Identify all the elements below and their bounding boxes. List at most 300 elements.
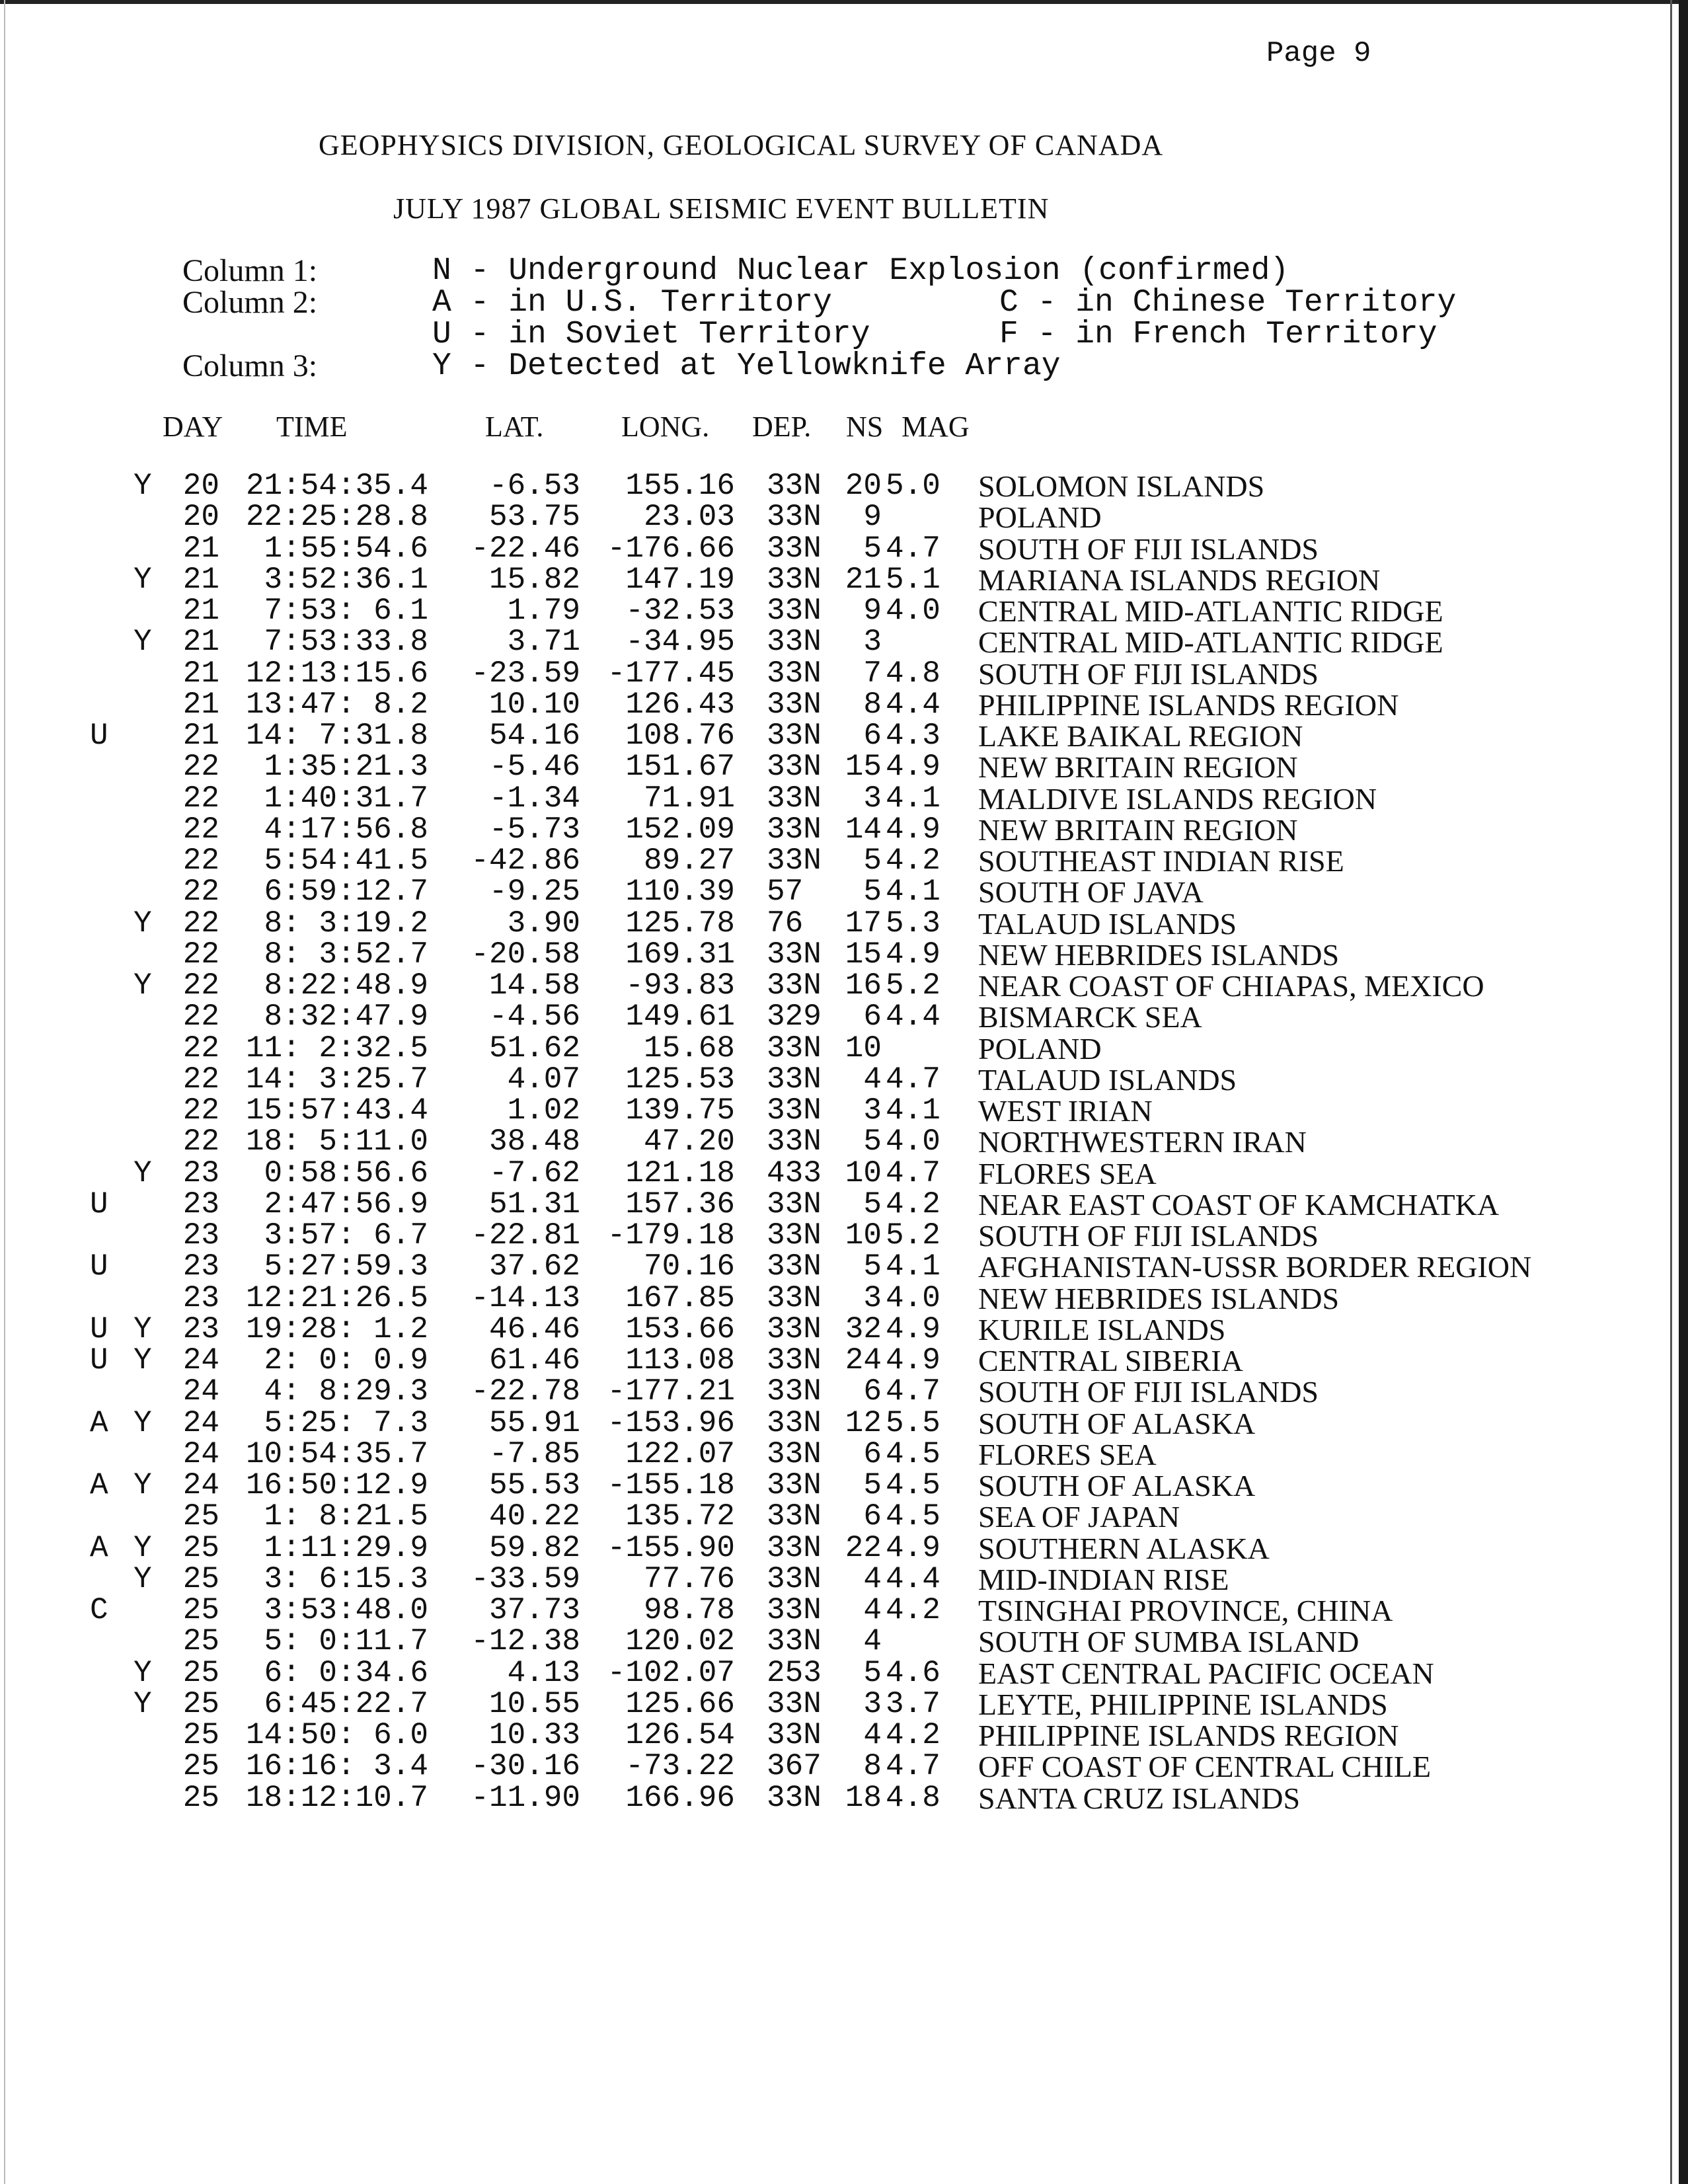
mag-cell: 4.1 (886, 1093, 940, 1128)
ns-cell: 16 (845, 968, 882, 1003)
mag-cell: 4.2 (886, 1593, 940, 1627)
mag-cell: 4.4 (886, 999, 940, 1034)
lat-cell: 15.82 (488, 562, 580, 597)
column3-flag: Y (134, 1530, 152, 1565)
long-cell: 108.76 (625, 719, 735, 753)
time-cell: 15:57:43.4 (245, 1093, 428, 1128)
dep-cell: 33N (767, 500, 822, 535)
lat-cell: -7.62 (488, 1155, 580, 1190)
long-cell: 113.08 (625, 1343, 735, 1378)
table-row (0, 814, 1688, 845)
ns-cell: 5 (863, 1124, 882, 1159)
day-cell: 20 (182, 469, 219, 503)
long-cell: 166.96 (625, 1780, 735, 1815)
time-cell: 7:53:33.8 (264, 625, 428, 660)
time-cell: 16:16: 3.4 (245, 1749, 428, 1784)
lat-cell: 53.75 (488, 500, 580, 535)
region-cell: WEST IRIAN (978, 1094, 1153, 1128)
long-cell: -153.96 (607, 1405, 735, 1440)
long-cell: 126.43 (625, 687, 735, 722)
time-cell: 19:28: 1.2 (245, 1311, 428, 1346)
day-cell: 25 (182, 1530, 219, 1565)
time-cell: 3:57: 6.7 (264, 1218, 428, 1253)
table-row (0, 1780, 1688, 1815)
time-cell: 3:53:48.0 (264, 1593, 428, 1627)
region-cell: SANTA CRUZ ISLANDS (978, 1781, 1301, 1815)
dep-cell: 33N (767, 1062, 822, 1097)
time-cell: 1: 8:21.5 (264, 1499, 428, 1534)
lat-cell: -7.85 (488, 1436, 580, 1471)
header-dep: DEP. (752, 410, 812, 443)
long-cell: -155.90 (607, 1530, 735, 1565)
column2-flag: A (90, 1530, 108, 1565)
time-cell: 0:58:56.6 (264, 1155, 428, 1190)
day-cell: 22 (182, 812, 219, 847)
day-cell: 25 (182, 1718, 219, 1752)
column3-flag: Y (134, 1561, 152, 1596)
long-cell: 23.03 (643, 500, 735, 535)
time-cell: 3:52:36.1 (264, 562, 428, 597)
legend-col1-text: N - Underground Nuclear Explosion (confirmed) (432, 253, 1289, 289)
ns-cell: 8 (863, 1749, 882, 1784)
ns-cell: 4 (863, 1561, 882, 1596)
dep-cell: 33N (767, 1311, 822, 1346)
long-cell: -34.95 (625, 625, 735, 660)
legend-col1-label: Column 1: (182, 253, 318, 288)
region-cell: SOUTH OF FIJI ISLANDS (978, 1219, 1319, 1253)
region-cell: SOUTH OF FIJI ISLANDS (978, 656, 1319, 691)
day-cell: 22 (182, 968, 219, 1003)
lat-cell: -12.38 (471, 1624, 580, 1659)
ns-cell: 5 (863, 1249, 882, 1284)
ns-cell: 4 (863, 1062, 882, 1097)
day-cell: 22 (182, 999, 219, 1034)
table-row (0, 562, 1688, 597)
region-cell: NEW HEBRIDES ISLANDS (978, 1281, 1340, 1315)
day-cell: 21 (182, 687, 219, 722)
day-cell: 22 (182, 781, 219, 816)
dep-cell: 33N (767, 1031, 822, 1066)
time-cell: 8:22:48.9 (264, 968, 428, 1003)
ns-cell: 18 (845, 1780, 882, 1815)
dep-cell: 33N (767, 1499, 822, 1534)
dep-cell: 33N (767, 469, 822, 503)
ns-cell: 5 (863, 531, 882, 566)
mag-cell: 3.7 (886, 1686, 940, 1721)
dep-cell: 33N (767, 1436, 822, 1471)
time-cell: 6: 0:34.6 (264, 1655, 428, 1690)
day-cell: 22 (182, 1031, 219, 1066)
region-cell: MARIANA ISLANDS REGION (978, 563, 1381, 597)
long-cell: 70.16 (643, 1249, 735, 1284)
dep-cell: 33N (767, 937, 822, 972)
mag-cell: 4.5 (886, 1499, 940, 1534)
dep-cell: 33N (767, 750, 822, 785)
column2-flag: A (90, 1468, 108, 1502)
long-cell: -177.45 (607, 656, 735, 691)
time-cell: 21:54:35.4 (245, 469, 428, 503)
column3-flag: Y (134, 1686, 152, 1721)
mag-cell: 4.0 (886, 1280, 940, 1315)
day-cell: 24 (182, 1468, 219, 1502)
time-cell: 1:35:21.3 (264, 750, 428, 785)
mag-cell: 4.0 (886, 1124, 940, 1159)
day-cell: 22 (182, 937, 219, 972)
time-cell: 3: 6:15.3 (264, 1561, 428, 1596)
lat-cell: 10.10 (488, 687, 580, 722)
lat-cell: 51.62 (488, 1031, 580, 1066)
ns-cell: 32 (845, 1311, 882, 1346)
mag-cell: 5.2 (886, 1218, 940, 1253)
ns-cell: 3 (863, 1280, 882, 1315)
lat-cell: 40.22 (488, 1499, 580, 1534)
ns-cell: 6 (863, 719, 882, 753)
header-time: TIME (276, 410, 348, 443)
top-border (0, 0, 1688, 4)
region-cell: PHILIPPINE ISLANDS REGION (978, 687, 1399, 722)
table-row (0, 1376, 1688, 1407)
dep-cell: 367 (767, 1749, 822, 1784)
time-cell: 5: 0:11.7 (264, 1624, 428, 1659)
day-cell: 21 (182, 656, 219, 691)
dep-cell: 33N (767, 1343, 822, 1378)
time-cell: 14: 3:25.7 (245, 1062, 428, 1097)
long-cell: 98.78 (643, 1593, 735, 1627)
day-cell: 23 (182, 1280, 219, 1315)
time-cell: 2:47:56.9 (264, 1187, 428, 1222)
table-row (0, 877, 1688, 908)
ns-cell: 7 (863, 656, 882, 691)
region-cell: NEAR COAST OF CHIAPAS, MEXICO (978, 969, 1484, 1003)
day-cell: 23 (182, 1218, 219, 1253)
ns-cell: 3 (863, 781, 882, 816)
table-row (0, 1626, 1688, 1657)
ns-cell: 5 (863, 843, 882, 878)
lat-cell: -22.78 (471, 1374, 580, 1409)
table-row (0, 627, 1688, 658)
dep-cell: 33N (767, 594, 822, 628)
day-cell: 20 (182, 500, 219, 535)
day-cell: 25 (182, 1686, 219, 1721)
time-cell: 5:27:59.3 (264, 1249, 428, 1284)
table-row (0, 1720, 1688, 1751)
region-cell: FLORES SEA (978, 1437, 1157, 1471)
table-row (0, 1561, 1688, 1596)
ns-cell: 24 (845, 1343, 882, 1378)
day-cell: 23 (182, 1311, 219, 1346)
long-cell: -32.53 (625, 594, 735, 628)
dep-cell: 33N (767, 1124, 822, 1159)
lat-cell: -42.86 (471, 843, 580, 878)
column3-flag: Y (134, 1311, 152, 1346)
mag-cell: 4.7 (886, 1062, 940, 1097)
ns-cell: 10 (845, 1155, 882, 1190)
long-cell: 125.78 (625, 906, 735, 941)
region-cell: POLAND (978, 1031, 1102, 1066)
mag-cell: 4.9 (886, 750, 940, 785)
ns-cell: 12 (845, 1405, 882, 1440)
ns-cell: 4 (863, 1718, 882, 1752)
lat-cell: -22.81 (471, 1218, 580, 1253)
region-cell: FLORES SEA (978, 1156, 1157, 1190)
lat-cell: 59.82 (488, 1530, 580, 1565)
column3-flag: Y (134, 968, 152, 1003)
region-cell: SOUTH OF FIJI ISLANDS (978, 1375, 1319, 1409)
long-cell: 120.02 (625, 1624, 735, 1659)
time-cell: 14: 7:31.8 (245, 719, 428, 753)
header-lat: LAT. (485, 410, 544, 443)
lat-cell: -20.58 (471, 937, 580, 972)
ns-cell: 21 (845, 562, 882, 597)
day-cell: 22 (182, 1093, 219, 1128)
dep-cell: 253 (767, 1655, 822, 1690)
dep-cell: 33N (767, 656, 822, 691)
day-cell: 21 (182, 625, 219, 660)
table-row (0, 1155, 1688, 1190)
column2-flag: U (90, 1187, 108, 1222)
mag-cell: 4.9 (886, 1530, 940, 1565)
ns-cell: 5 (863, 1187, 882, 1222)
header-ns: NS (846, 410, 884, 443)
table-row (0, 1686, 1688, 1721)
table-row (0, 658, 1688, 689)
mag-cell: 5.2 (886, 968, 940, 1003)
region-cell: SOUTH OF FIJI ISLANDS (978, 531, 1319, 566)
region-cell: BISMARCK SEA (978, 1000, 1202, 1034)
dep-cell: 33N (767, 1624, 822, 1659)
ns-cell: 3 (863, 1093, 882, 1128)
ns-cell: 4 (863, 1593, 882, 1627)
ns-cell: 3 (863, 1686, 882, 1721)
mag-cell: 4.2 (886, 1187, 940, 1222)
mag-cell: 5.1 (886, 562, 940, 597)
long-cell: 122.07 (625, 1436, 735, 1471)
dep-cell: 33N (767, 1249, 822, 1284)
column2-flag: U (90, 719, 108, 753)
table-row (0, 845, 1688, 877)
time-cell: 4:17:56.8 (264, 812, 428, 847)
legend-col2-us: A - in U.S. Territory (432, 285, 832, 321)
day-cell: 24 (182, 1436, 219, 1471)
long-cell: 110.39 (625, 875, 735, 910)
table-row (0, 533, 1688, 565)
dep-cell: 33N (767, 719, 822, 753)
dep-cell: 33N (767, 781, 822, 816)
dep-cell: 57 (767, 875, 804, 910)
lat-cell: 37.73 (488, 1593, 580, 1627)
dep-cell: 33N (767, 1718, 822, 1752)
region-cell: TALAUD ISLANDS (978, 906, 1237, 941)
time-cell: 18:12:10.7 (245, 1780, 428, 1815)
ns-cell: 22 (845, 1530, 882, 1565)
mag-cell: 5.3 (886, 906, 940, 941)
time-cell: 11: 2:32.5 (245, 1031, 428, 1066)
long-cell: 167.85 (625, 1280, 735, 1315)
table-row (0, 1436, 1688, 1471)
time-cell: 8: 3:52.7 (264, 937, 428, 972)
lat-cell: -14.13 (471, 1280, 580, 1315)
table-row (0, 783, 1688, 814)
region-cell: TSINGHAI PROVINCE, CHINA (978, 1594, 1393, 1627)
column3-flag: Y (134, 1655, 152, 1690)
day-cell: 25 (182, 1499, 219, 1534)
legend-col2-soviet: U - in Soviet Territory (432, 317, 870, 352)
long-cell: 157.36 (625, 1187, 735, 1222)
time-cell: 10:54:35.7 (245, 1436, 428, 1471)
lat-cell: 37.62 (488, 1249, 580, 1284)
table-row (0, 1311, 1688, 1346)
ns-cell: 4 (863, 1624, 882, 1659)
long-cell: 15.68 (643, 1031, 735, 1066)
time-cell: 1:40:31.7 (264, 781, 428, 816)
dep-cell: 33N (767, 1530, 822, 1565)
time-cell: 5:54:41.5 (264, 843, 428, 878)
column3-flag: Y (134, 906, 152, 941)
table-row (0, 471, 1688, 502)
long-cell: 135.72 (625, 1499, 735, 1534)
long-cell: 151.67 (625, 750, 735, 785)
day-cell: 23 (182, 1155, 219, 1190)
long-cell: 155.16 (625, 469, 735, 503)
mag-cell: 4.9 (886, 937, 940, 972)
ns-cell: 9 (863, 594, 882, 628)
long-cell: -155.18 (607, 1468, 735, 1502)
region-cell: SOLOMON ISLANDS (978, 469, 1265, 503)
lat-cell: 61.46 (488, 1343, 580, 1378)
day-cell: 25 (182, 1780, 219, 1815)
ns-cell: 9 (863, 500, 882, 535)
long-cell: 89.27 (643, 843, 735, 878)
header-long: LONG. (621, 410, 710, 443)
table-row (0, 1501, 1688, 1532)
dep-cell: 33N (767, 1561, 822, 1596)
mag-cell: 4.1 (886, 1249, 940, 1284)
column2-flag: U (90, 1249, 108, 1284)
table-row (0, 1345, 1688, 1376)
long-cell: 47.20 (643, 1124, 735, 1159)
dep-cell: 33N (767, 843, 822, 878)
table-row (0, 1530, 1688, 1565)
ns-cell: 6 (863, 1374, 882, 1409)
mag-cell: 4.4 (886, 687, 940, 722)
time-cell: 5:25: 7.3 (264, 1405, 428, 1440)
table-row (0, 1001, 1688, 1033)
long-cell: 147.19 (625, 562, 735, 597)
time-cell: 12:13:15.6 (245, 656, 428, 691)
lat-cell: 1.79 (507, 594, 580, 628)
dep-cell: 76 (767, 906, 804, 941)
dep-cell: 33N (767, 1280, 822, 1315)
lat-cell: 3.71 (507, 625, 580, 660)
region-cell: KURILE ISLANDS (978, 1312, 1226, 1346)
region-cell: MALDIVE ISLANDS REGION (978, 781, 1377, 816)
ns-cell: 6 (863, 1436, 882, 1471)
lat-cell: -33.59 (471, 1561, 580, 1596)
table-row (0, 970, 1688, 1001)
dep-cell: 433 (767, 1155, 822, 1190)
time-cell: 1:11:29.9 (264, 1530, 428, 1565)
mag-cell: 4.6 (886, 1655, 940, 1690)
day-cell: 22 (182, 1124, 219, 1159)
lat-cell: 38.48 (488, 1124, 580, 1159)
region-cell: SEA OF JAPAN (978, 1500, 1180, 1534)
dep-cell: 33N (767, 687, 822, 722)
mag-cell: 4.0 (886, 594, 940, 628)
region-cell: NORTHWESTERN IRAN (978, 1125, 1307, 1159)
day-cell: 24 (182, 1343, 219, 1378)
mag-cell: 4.2 (886, 843, 940, 878)
table-row (0, 1655, 1688, 1690)
mag-cell: 4.9 (886, 1311, 940, 1346)
lat-cell: -9.25 (488, 875, 580, 910)
time-cell: 1:55:54.6 (264, 531, 428, 566)
region-cell: POLAND (978, 500, 1102, 535)
lat-cell: 54.16 (488, 719, 580, 753)
column2-flag: U (90, 1343, 108, 1378)
dep-cell: 33N (767, 812, 822, 847)
long-cell: 71.91 (643, 781, 735, 816)
day-cell: 24 (182, 1405, 219, 1440)
legend-col2-french: F - in French Territory (999, 317, 1438, 352)
page-number: Page 9 (1266, 37, 1371, 70)
dep-cell: 33N (767, 1468, 822, 1502)
long-cell: -179.18 (607, 1218, 735, 1253)
ns-cell: 6 (863, 1499, 882, 1534)
ns-cell: 10 (845, 1031, 882, 1066)
day-cell: 23 (182, 1249, 219, 1284)
dep-cell: 33N (767, 968, 822, 1003)
table-row (0, 1251, 1688, 1282)
day-cell: 21 (182, 531, 219, 566)
day-cell: 24 (182, 1374, 219, 1409)
region-cell: MID-INDIAN RISE (978, 1562, 1229, 1596)
time-cell: 2: 0: 0.9 (264, 1343, 428, 1378)
long-cell: 125.66 (625, 1686, 735, 1721)
region-cell: TALAUD ISLANDS (978, 1062, 1237, 1097)
long-cell: 152.09 (625, 812, 735, 847)
lat-cell: 14.58 (488, 968, 580, 1003)
mag-cell: 5.0 (886, 469, 940, 503)
column3-flag: Y (134, 1468, 152, 1502)
lat-cell: 51.31 (488, 1187, 580, 1222)
ns-cell: 5 (863, 1468, 882, 1502)
ns-cell: 8 (863, 687, 882, 722)
mag-cell: 4.9 (886, 1343, 940, 1378)
time-cell: 6:45:22.7 (264, 1686, 428, 1721)
mag-cell: 4.7 (886, 531, 940, 566)
header-day: DAY (163, 410, 223, 443)
ns-cell: 20 (845, 469, 882, 503)
long-cell: -93.83 (625, 968, 735, 1003)
day-cell: 25 (182, 1593, 219, 1627)
region-cell: NEW BRITAIN REGION (978, 812, 1298, 847)
mag-cell: 4.9 (886, 812, 940, 847)
region-cell: SOUTHERN ALASKA (978, 1531, 1270, 1565)
day-cell: 21 (182, 594, 219, 628)
lat-cell: -30.16 (471, 1749, 580, 1784)
ns-cell: 5 (863, 1655, 882, 1690)
ns-cell: 10 (845, 1218, 882, 1253)
dep-cell: 33N (767, 625, 822, 660)
ns-cell: 6 (863, 999, 882, 1034)
lat-cell: -6.53 (488, 469, 580, 503)
day-cell: 25 (182, 1655, 219, 1690)
table-row (0, 1405, 1688, 1440)
dep-cell: 33N (767, 1218, 822, 1253)
bulletin-organization: GEOPHYSICS DIVISION, GEOLOGICAL SURVEY OF CANADA (319, 129, 1164, 161)
lat-cell: 10.55 (488, 1686, 580, 1721)
time-cell: 22:25:28.8 (245, 500, 428, 535)
